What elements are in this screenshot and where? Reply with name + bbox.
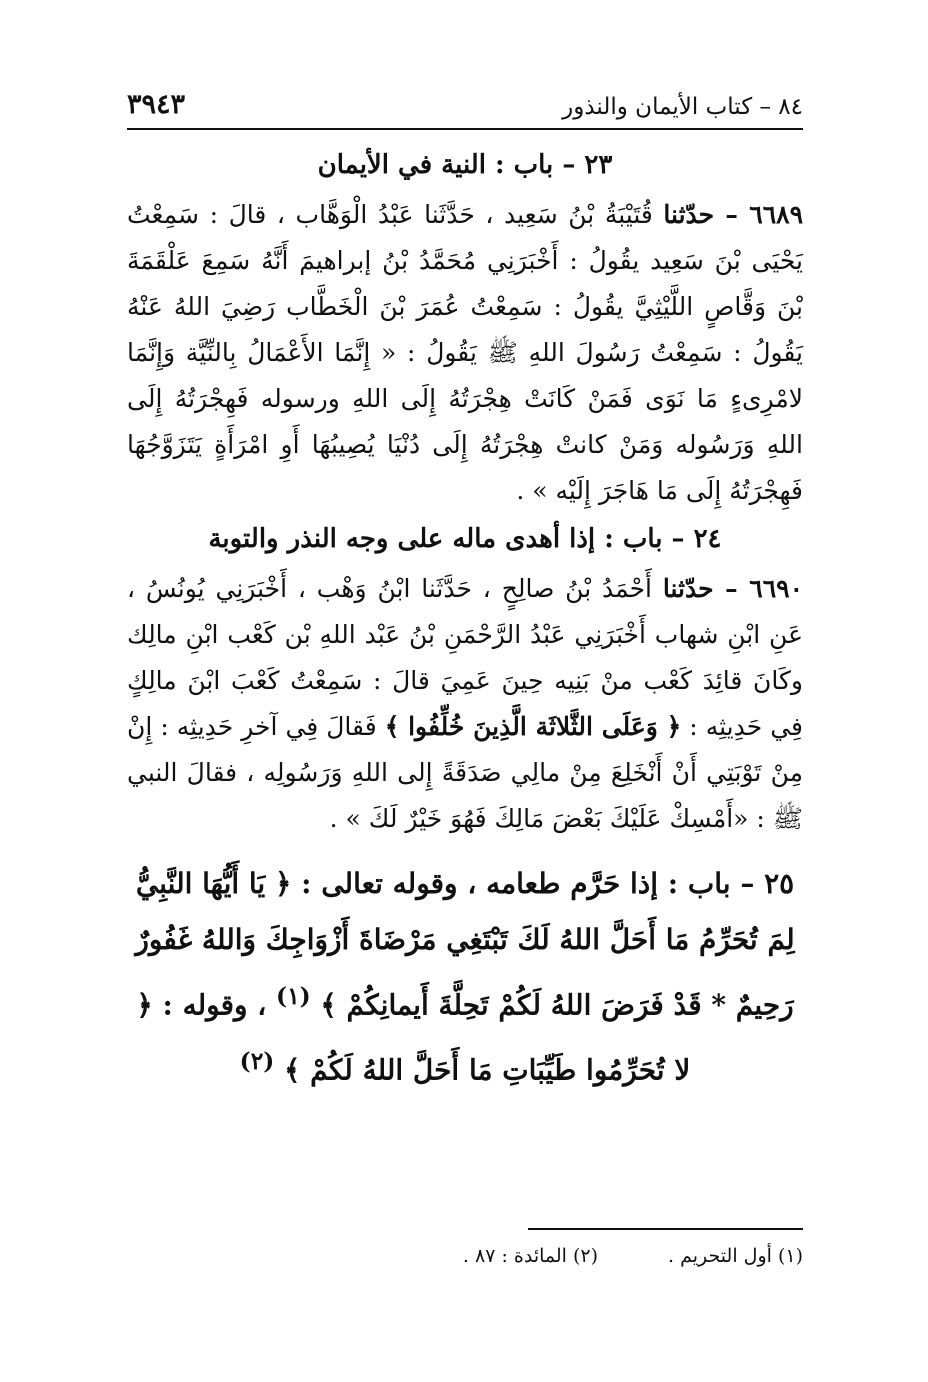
chapter-connector: ، وقوله : — [162, 988, 267, 1022]
hadith-6690 — [127, 566, 803, 842]
footnote-ref-2: (٢) — [239, 1047, 275, 1076]
chapter-title: ٢٥ – باب : إذا حَرَّم طعامه ، وقوله تعالى : — [301, 867, 795, 900]
footnotes — [300, 1245, 803, 1267]
page-body — [127, 140, 803, 1099]
quran-verse: ﴿ وَعَلَى الثَّلاثَة الَّذِينَ خُلِّفُوا ﴾ — [384, 712, 682, 741]
hadith-6689 — [127, 192, 803, 514]
page-header — [127, 78, 803, 128]
hadith-number: ٦٦٨٩ – حدّثنا — [663, 200, 803, 229]
hadith-text-after: فَقالَ فِي آخرِ حَدِيثِه : إِنْ مِنْ تَوْبَتِي أَنْ أَنْخَلِعَ مِنْ مالِي صَدَقَةً إِلى اللهِ وَرَسُولِه ، فقالَ النبي ﷺ : «أَمْسِكْ عَلَيْكَ بَعْضَ مَالِكَ فَهُوَ خَيْرٌ لَكَ » . — [127, 712, 803, 833]
chapter-heading-24: ٢٤ – باب : إذا أهدى ماله على وجه النذر والتوبة — [208, 524, 722, 554]
chapter-heading-23: ٢٣ – باب : النية في الأيمان — [317, 150, 613, 180]
footnote-ref-1: (١) — [276, 982, 311, 1010]
header-divider — [127, 128, 803, 130]
chapter-heading-25 — [127, 856, 803, 1099]
hadith-text-before: أَحْمَدُ بْنُ صالِحٍ ، حَدَّثَنا ابْنُ وَهْب ، أَخْبَرَنِي يُونُسُ ، عَنِ ابْنِ شهاب أَخْبَرَنِي عَبْدُ الرَّحْمَنِ بْنُ عَبْد اللهِ بْن كَعْب ابْنِ مالِك وكَانَ قائِدَ كَعْب منْ بَنِيه حِينَ عَمِيَ قالَ : سَمِعْتُ كَعْبَ ابْنَ مالِكٍ فِي حَدِيثِه : — [127, 574, 804, 741]
page-number: ٣٩٤٣ — [127, 89, 186, 120]
footnote-2: (٢) المائدة : ٨٧ . — [462, 1245, 599, 1267]
quran-verse-1: ﴿ يَا أَيُّهَا النَّبِيُّ لِمَ تُحَرِّمُ مَا أَحَلَّ اللهُ لَكَ تَبْتَغِي مَرْضَاةَ أَزْوَاجِكَ وَاللهُ غَفُورٌ رَحِيمٌ * قَدْ فَرَضَ اللهُ لَكُمْ تَحِلَّةَ أَيمانِكُمْ ﴾ — [135, 867, 795, 1022]
hadith-number: ٦٦٩٠ – حدّثنا — [662, 574, 803, 603]
footnote-divider — [528, 1228, 803, 1230]
footnote-1: (١) أول التحريم . — [668, 1245, 803, 1267]
quran-verse-2: ﴿ لا تُحَرِّمُوا طَيِّبَاتِ مَا أَحَلَّ اللهُ لَكُمْ ﴾ — [136, 988, 691, 1087]
hadith-text: قُتَيْبَةُ بْنُ سَعِيد ، حَدَّثَنا عَبْدُ الْوَهَّاب ، قالَ : سَمِعْتُ يَحْيَى بْنَ سَعِيد يقُولُ : أَخْبَرَنِي مُحَمَّدُ بْنُ إبراهيمَ أَنَّهُ سَمِعَ عَلْقَمَةَ بْنَ وَقَّاصٍ اللَّيْثِيَّ يقُولُ : سَمِعْتُ عُمَرَ بْنَ الْخَطَّاب رَضِيَ اللهُ عَنْهُ يَقُولُ : سَمِعْتُ رَسُولَ اللهِ ﷺ يَقُولُ : « إِنَّمَا الأَعْمَالُ بِالنِّيَّة وَإِنَّمَا لامْرِىءٍ مَا نَوَى فَمَنْ كَانَتْ هِجْرَتُهُ إِلَى اللهِ ورسوله فَهِجْرَتُهُ إِلَى اللهِ وَرَسُوله وَمَنْ كانتْ هِجْرَتُهُ إِلَى دُنْيَا يُصِيبُهَا أَوِ امْرَأَةٍ يَتَزَوَّجُهَا فَهِجْرَتُهُ إِلَى مَا هَاجَرَ إِلَيْه » . — [127, 200, 803, 505]
running-title: ٨٤ – كتاب الأيمان والنذور — [562, 94, 803, 120]
